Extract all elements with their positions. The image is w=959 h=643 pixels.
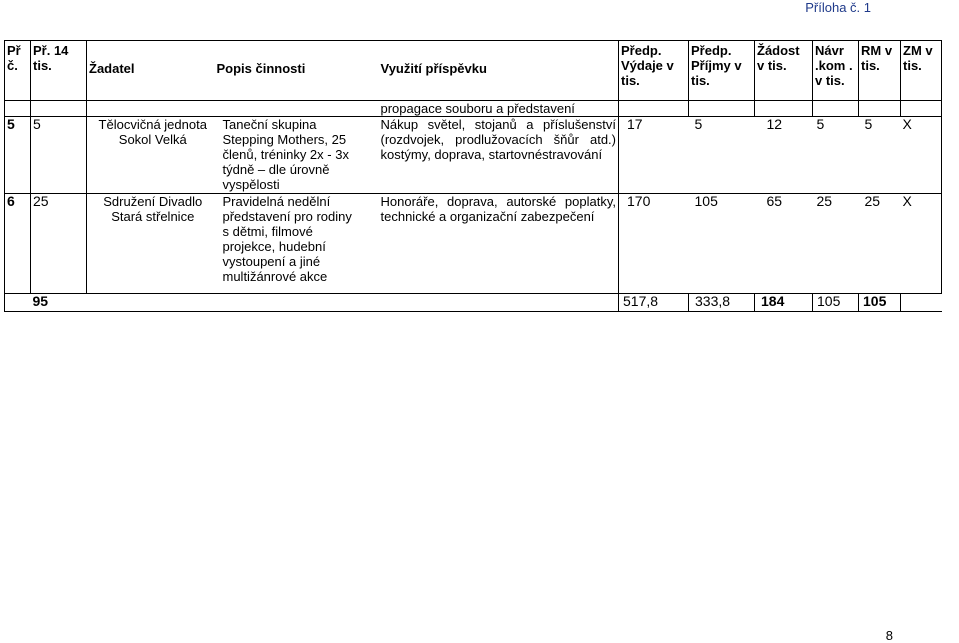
appendix-label: Příloha č. 1 [805,0,871,15]
totals-income: 333,8 [689,294,755,312]
row-rm: 5 [859,117,901,194]
row-income: 5 [689,117,755,194]
grant-table [4,40,942,312]
table-row [5,194,942,294]
page-number: 8 [885,628,893,643]
table-row [5,117,942,194]
header-zm: ZM v tis. [901,41,942,101]
row-income: 105 [689,194,755,294]
row-zm: X [901,117,942,194]
totals-commission: 105 [813,294,859,312]
row-usage: Honoráře, doprava, autorské poplatky, technické a organizační zabezpečení [379,194,619,294]
row-expenses: 17 [619,117,689,194]
header-income: Předp. Příjmy v tis. [689,41,755,101]
totals-expenses: 517,8 [619,294,689,312]
carryover-row [5,101,942,117]
row-request: 12 [755,117,813,194]
header-commission: Návr .kom . v tis. [813,41,859,101]
row-no: 5 [5,117,31,194]
row-commission: 5 [813,117,859,194]
header-expenses: Předp. Výdaje v tis. [619,41,689,101]
row-commission: 25 [813,194,859,294]
row-rm: 25 [859,194,901,294]
row-prev: 5 [31,117,87,194]
row-request: 65 [755,194,813,294]
row-expenses: 170 [619,194,689,294]
header-usage: Využití příspěvku [379,41,619,101]
header-applicant: Žadatel [87,41,215,101]
header-rm: RM v tis. [859,41,901,101]
row-no: 6 [5,194,31,294]
totals-rm: 105 [859,294,901,312]
row-usage: Nákup světel, stojanů a příslušenství (rozdvojek, prodlužovacích šňůr atd.) kostýmy, doprava, startovnéstravování [379,117,619,194]
row-activity: Pravidelná nedělní představení pro rodiny s dětmi, filmové projekce, hudební vystoupení a jiné multižánrové akce [215,194,379,294]
header-request: Žádost v tis. [755,41,813,101]
totals-row [5,294,942,312]
header-activity: Popis činnosti [215,41,379,101]
header-prev: Př. 14 tis. [31,41,87,101]
totals-request: 184 [755,294,813,312]
carryover-text: propagace souboru a představení [379,101,619,117]
header-row [5,41,942,101]
row-applicant: Sdružení Divadlo Stará střelnice [87,194,215,294]
row-activity: Taneční skupina Stepping Mothers, 25 členů, tréninky 2x - 3x týdně – dle úrovně vyspělosti [215,117,379,194]
row-prev: 25 [31,194,87,294]
row-zm: X [901,194,942,294]
totals-prev: 95 [31,294,87,312]
row-applicant: Tělocvičná jednota Sokol Velká [87,117,215,194]
header-no: Př č. [5,41,31,101]
